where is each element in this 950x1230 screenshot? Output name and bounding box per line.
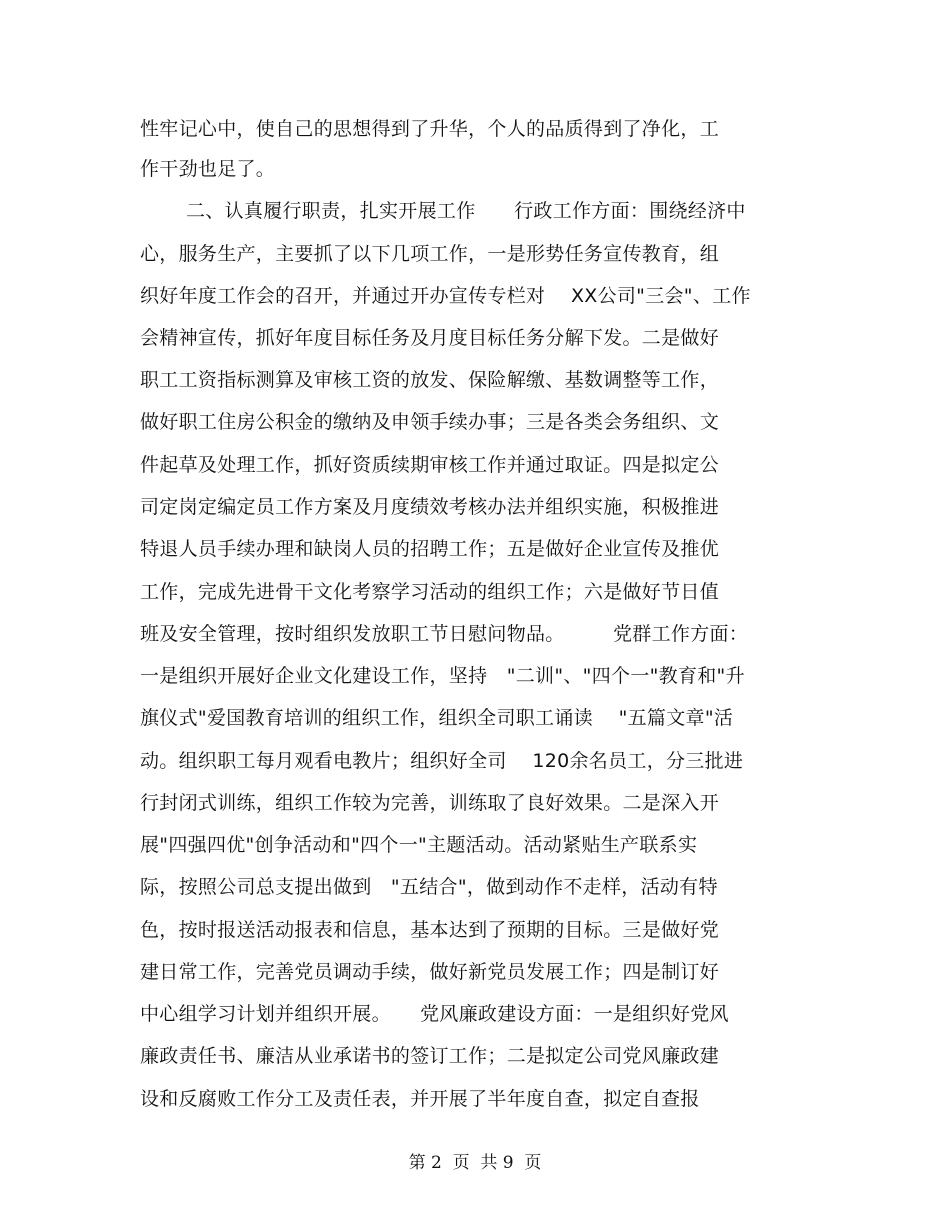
text-line: 特退人员手续办理和缺岗人员的招聘工作；五是做好企业宣传及推优 [140, 538, 720, 560]
text-line: 班及安全管理，按时组织发放职工节日慰问物品。 党群工作方面： [140, 623, 749, 645]
text-line: 司定岗定编定员工作方案及月度绩效考核办法并组织实施，积极推进 [140, 496, 720, 518]
text-line: 件起草及处理工作，抓好资质续期审核工作并通过取证。四是拟定公 [140, 454, 720, 476]
text-line: 职工工资指标测算及审核工资的放发、保险解缴、基数调整等工作， [140, 369, 720, 391]
text-line: 中心组学习计划并组织开展。 党风廉政建设方面：一是组织好党风 [140, 1003, 729, 1025]
text-line: 会精神宣传，抓好年度目标任务及月度目标任务分解下发。二是做好 [140, 327, 720, 349]
text-line: 设和反腐败工作分工及责任表，并开展了半年度自查，拟定自查报 [140, 1088, 700, 1110]
text-line: 旗仪式"爱国教育培训的组织工作，组织全司职工诵读 "五篇文章"活 [140, 707, 734, 729]
text-line: 建日常工作，完善党员调动手续，做好新党员发展工作；四是制订好 [140, 961, 720, 983]
text-line: 一是组织开展好企业文化建设工作，坚持 "二训"、"四个一"教育和"升 [140, 665, 745, 687]
text-line: 际，按照公司总支提出做到 "五结合"，做到动作不走样，活动有特 [140, 876, 718, 898]
text-line: 做好职工住房公积金的缴纳及申领手续办事；三是各类会务组织、文 [140, 411, 720, 433]
page-number-footer: 第 2 页 共 9 页 [408, 1153, 542, 1173]
text-line: 行封闭式训练，组织工作较为完善，训练取了良好效果。二是深入开 [140, 792, 720, 814]
text-line: 动。组织职工每月观看电教片；组织好全司 120余名员工，分三批进 [140, 750, 744, 772]
text-line: 织好年度工作会的召开，并通过开办宣传专栏对 XX公司"三会"、工作 [140, 285, 751, 307]
text-line: 工作，完成先进骨干文化考察学习活动的组织工作；六是做好节日值 [140, 581, 720, 603]
text-line: 展"四强四优"创争活动和"四个一"主题活动。活动紧贴生产联系实 [140, 834, 698, 856]
text-line: 心，服务生产，主要抓了以下几项工作，一是形势任务宣传教育，组 [140, 243, 720, 265]
text-line: 性牢记心中，使自己的思想得到了升华，个人的品质得到了净化，工 [140, 118, 720, 140]
section-heading-line: 二、认真履行职责，扎实开展工作 行政工作方面：围绕经济中 [186, 200, 746, 222]
text-line: 作干劲也足了。 [140, 158, 276, 180]
text-line: 色，按时报送活动报表和信息，基本达到了预期的目标。三是做好党 [140, 919, 720, 941]
text-line: 廉政责任书、廉洁从业承诺书的签订工作；二是拟定公司党风廉政建 [140, 1045, 720, 1067]
